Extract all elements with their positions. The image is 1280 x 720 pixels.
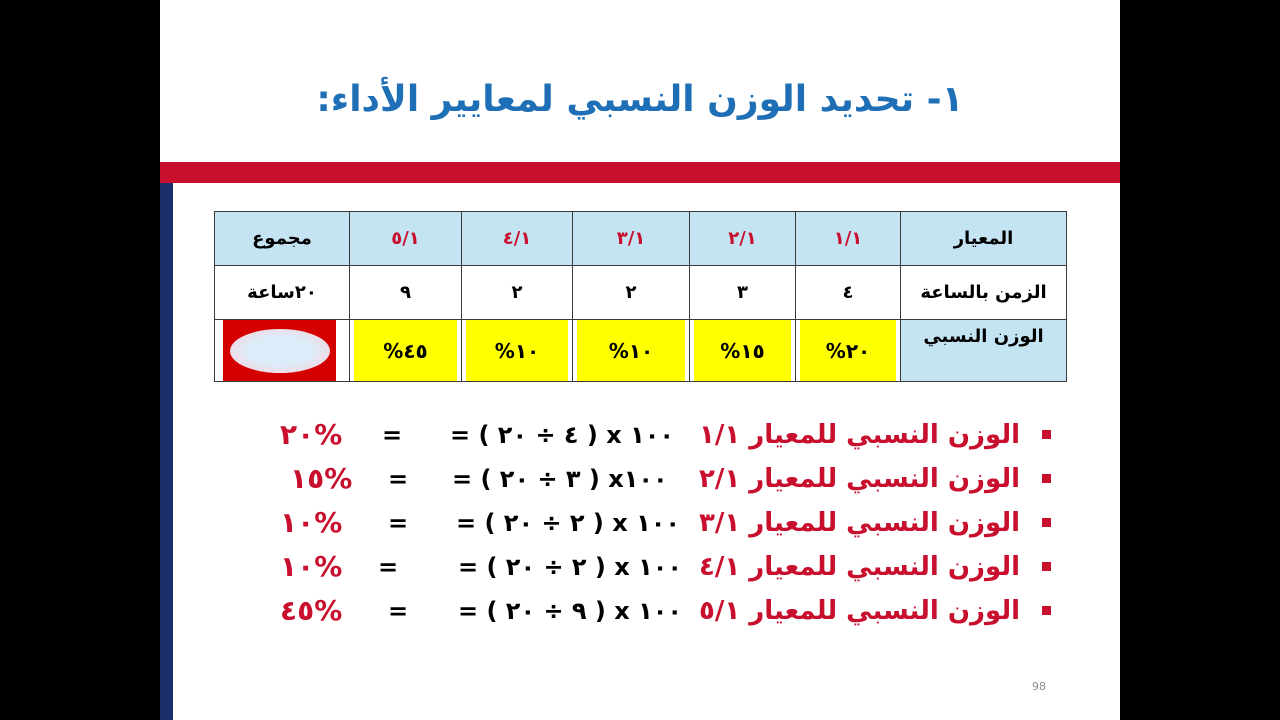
table-row (215, 266, 1067, 320)
equation-label: الوزن النسبي للمعيار ١/١ (698, 420, 1020, 450)
equation-expression: = ( ٤ ÷ ٢٠ ) x ١٠٠ (450, 421, 675, 449)
equation-label: الوزن النسبي للمعيار ٤/١ (698, 552, 1020, 582)
hours-cell-2: ٣ (690, 266, 796, 320)
weight-cell-1 (796, 320, 901, 382)
equation-label: الوزن النسبي للمعيار ٢/١ (698, 464, 1020, 494)
square-bullet-icon (1042, 474, 1051, 483)
equation-label: الوزن النسبي للمعيار ٣/١ (698, 508, 1020, 538)
table-row (215, 320, 1067, 382)
square-bullet-icon (1042, 518, 1051, 527)
criterion-header-4: ٤/١ (462, 212, 573, 266)
hours-total-cell: ٢٠ساعة (215, 266, 350, 320)
red-box-shape (223, 320, 336, 381)
weight-highlight-3: ١٠% (577, 320, 685, 381)
hours-cell-3: ٢ (573, 266, 690, 320)
slide (160, 0, 1120, 720)
equation-result: ١٠% (280, 506, 343, 539)
list-item (160, 547, 1120, 591)
equation-label: الوزن النسبي للمعيار ٥/١ (698, 596, 1020, 626)
criterion-header-5: ٥/١ (350, 212, 462, 266)
criterion-header-3: ٣/١ (573, 212, 690, 266)
list-item (160, 415, 1120, 459)
criterion-header-2: ٢/١ (690, 212, 796, 266)
square-bullet-icon (1042, 430, 1051, 439)
equation-result: ١٥% (290, 462, 353, 495)
equation-equals: = (382, 421, 403, 449)
hours-cell-4: ٢ (462, 266, 573, 320)
hours-label-cell: الزمن بالساعة (901, 266, 1067, 320)
weight-highlight-5: ٤٥% (354, 320, 457, 381)
weight-label-cell: الوزن النسبي (901, 320, 1067, 382)
equation-equals: = (388, 597, 409, 625)
slide-title: ١- تحديد الوزن النسبي لمعايير الأداء: (316, 79, 964, 120)
oval-shape (230, 329, 330, 373)
equation-equals: = (388, 465, 409, 493)
criteria-table (214, 211, 1067, 382)
equation-expression: = ( ٢ ÷ ٢٠ ) x ١٠٠ (458, 553, 683, 581)
equation-expression: = ( ٩ ÷ ٢٠ ) x ١٠٠ (458, 597, 683, 625)
hours-cell-1: ٤ (796, 266, 901, 320)
weight-cell-4 (462, 320, 573, 382)
total-header-cell: مجموع (215, 212, 350, 266)
weight-cell-5 (350, 320, 462, 382)
weight-cell-2 (690, 320, 796, 382)
weight-highlight-4: ١٠% (466, 320, 568, 381)
header-label-cell: المعيار (901, 212, 1067, 266)
equation-expression: = ( ٢ ÷ ٢٠ ) x ١٠٠ (456, 509, 681, 537)
equation-result: ١٠% (280, 550, 343, 583)
equation-result: ٤٥% (280, 594, 343, 627)
equation-equals: = (378, 553, 399, 581)
equation-expression: = ( ٣ ÷ ٢٠ ) x١٠٠ (452, 465, 668, 493)
equation-result: ٢٠% (280, 418, 343, 451)
list-item (160, 503, 1120, 547)
square-bullet-icon (1042, 562, 1051, 571)
page-number: 98 (1032, 680, 1046, 693)
weight-highlight-2: ١٥% (694, 320, 791, 381)
weight-total-cell (215, 320, 350, 382)
equation-equals: = (388, 509, 409, 537)
list-item (160, 459, 1120, 503)
hours-cell-5: ٩ (350, 266, 462, 320)
table-row (215, 212, 1067, 266)
title-divider-bar (160, 162, 1120, 183)
square-bullet-icon (1042, 606, 1051, 615)
criterion-header-1: ١/١ (796, 212, 901, 266)
weight-cell-3 (573, 320, 690, 382)
weight-highlight-1: ٢٠% (800, 320, 896, 381)
list-item (160, 591, 1120, 635)
